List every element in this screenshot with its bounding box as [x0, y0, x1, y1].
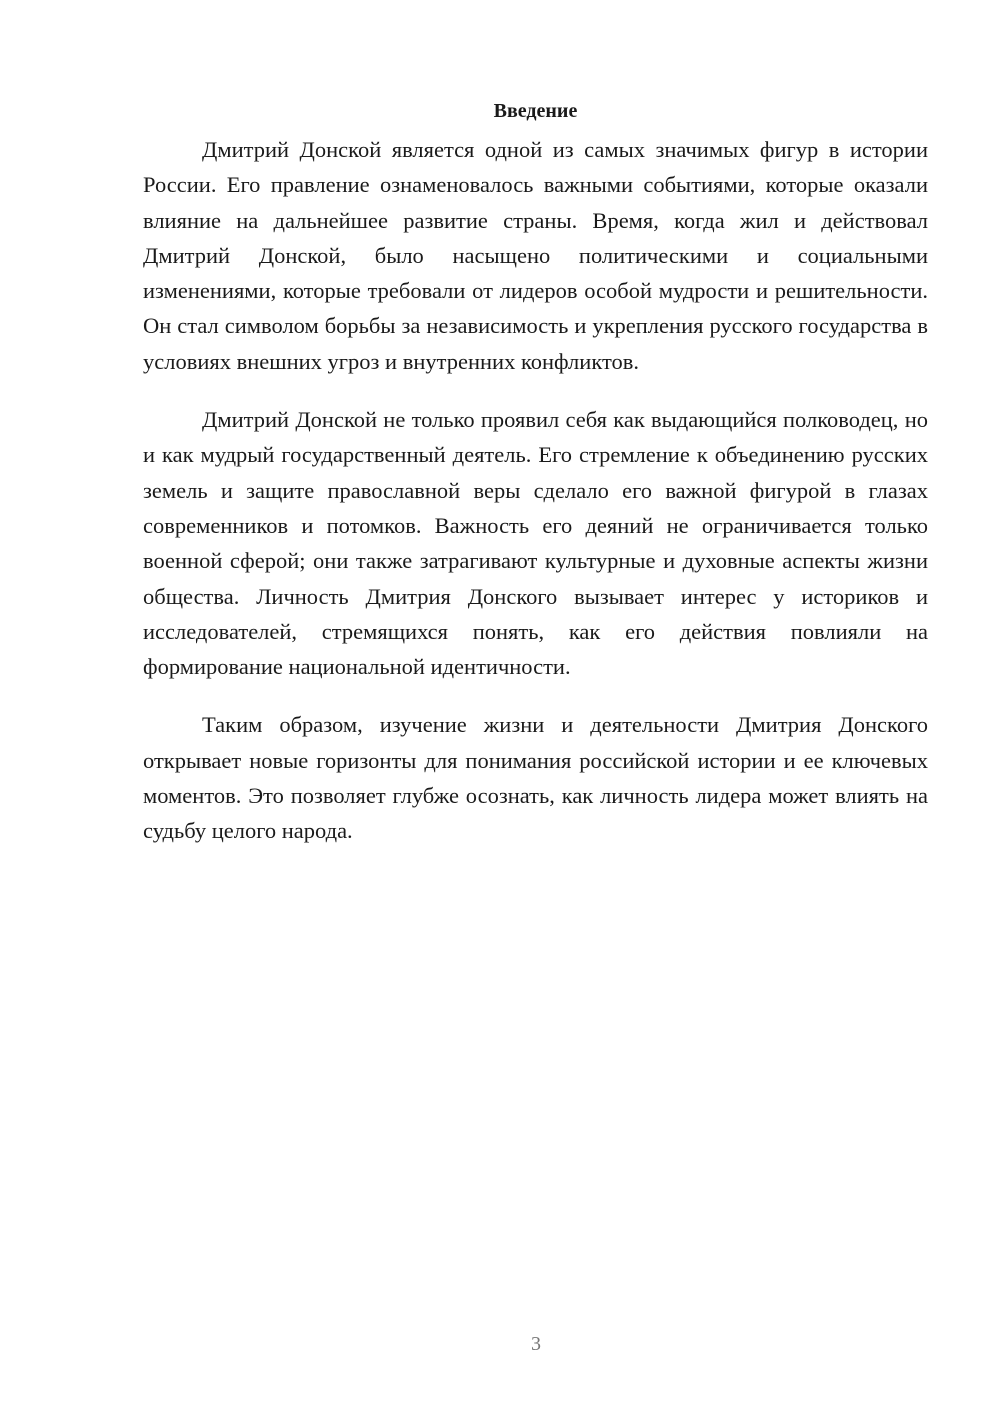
paragraph-3: Таким образом, изучение жизни и деятельности Дмитрия Донского открывает новые горизонты для понимания российской истории и ее ключевых моментов. Это позволяет глубже осознать, как личность лидера может влиять на судьбу целого народа.: [143, 712, 928, 844]
paragraph-1: Дмитрий Донской является одной из самых значимых фигур в истории России. Его правление ознаменовалось важными событиями, которые оказали влияние на дальнейшее развитие страны. Время, когда жил и действовал Дмитрий Донской, было насыщено политическими и социальными изменениями, которые требовали от лидеров особой мудрости и решительности. Он стал символом борьбы за независимость и укрепления русского государства в условиях внешних угроз и внутренних конфликтов.: [143, 137, 928, 374]
paragraph-2: Дмитрий Донской не только проявил себя как выдающийся полководец, но и как мудрый государственный деятель. Его стремление к объединению русских земель и защите православной веры сделало его важной фигурой в глазах современников и потомков. Важность его деяний не ограничивается только военной сферой; они также затрагивают культурные и духовные аспекты жизни общества. Личность Дмитрия Донского вызывает интерес у историков и исследователей, стремящихся понять, как его действия повлияли на формирование национальной идентичности.: [143, 407, 928, 680]
section-heading: Введение: [493, 100, 578, 122]
page-number: 3: [531, 1333, 541, 1355]
page-content: [143, 94, 928, 872]
